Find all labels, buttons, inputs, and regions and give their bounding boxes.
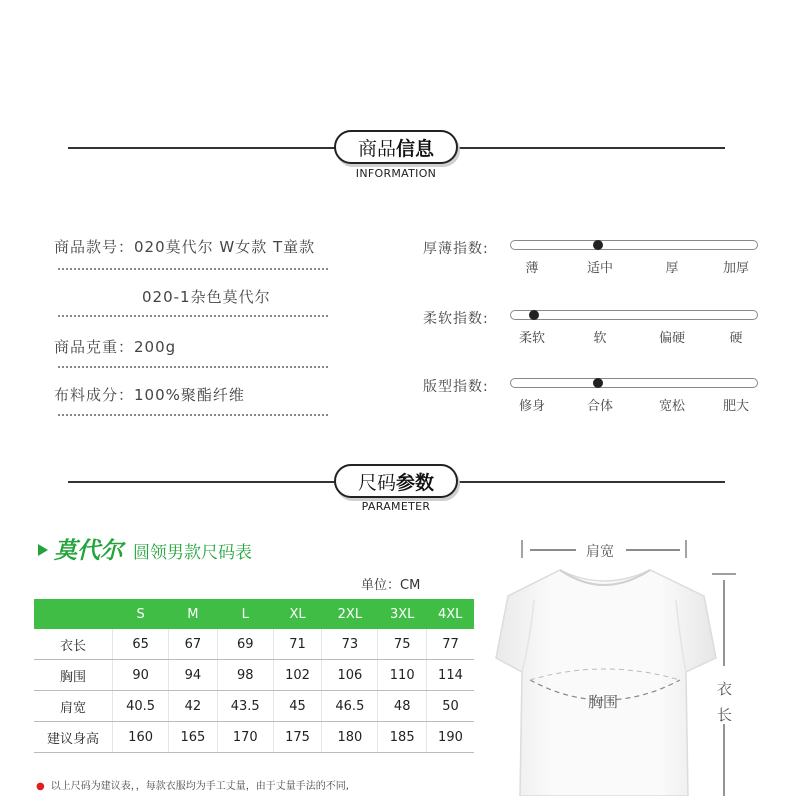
size-note [36, 777, 349, 792]
play-triangle-icon [38, 544, 48, 556]
size-value-cell: 42 [169, 691, 217, 722]
tshirt-shape [496, 570, 716, 796]
table-row [34, 629, 474, 660]
size-value-cell: 180 [322, 722, 378, 753]
size-value-cell: 77 [426, 629, 474, 660]
size-header-cell: 2XL [322, 599, 378, 629]
style-number: 商品款号：020莫代尔 W女款 T童款 [54, 238, 316, 256]
size-value-cell: 65 [113, 629, 169, 660]
size-value-cell: 175 [273, 722, 321, 753]
row-label-cell: 衣长 [34, 629, 113, 660]
size-value-cell: 185 [378, 722, 426, 753]
size-value-cell: 165 [169, 722, 217, 753]
size-value-cell: 190 [426, 722, 474, 753]
size-value-cell: 40.5 [113, 691, 169, 722]
shoulder-label: 肩宽 [586, 544, 614, 560]
size-header-cell: 4XL [426, 599, 474, 629]
size-value-cell: 170 [217, 722, 273, 753]
row-label-cell: 肩宽 [34, 691, 113, 722]
chest-label: 胸围 [588, 693, 619, 711]
size-header-cell: M [169, 599, 217, 629]
size-value-cell: 45 [273, 691, 321, 722]
info-title-light: 商品 [357, 137, 396, 160]
index-tick: 软 [593, 331, 607, 346]
index-track [510, 240, 758, 250]
row-label-cell: 胸围 [34, 660, 113, 691]
table-row [34, 722, 474, 753]
info-header-line-right [455, 147, 725, 149]
index-label: 版型指数: [423, 379, 489, 395]
index-tick: 薄 [525, 261, 539, 276]
index-track [510, 310, 758, 320]
index-knob [529, 310, 539, 320]
info-header-line-left [68, 147, 338, 149]
size-value-cell: 106 [322, 660, 378, 691]
size-chart-title-sub: 圆领男款尺码表 [133, 543, 252, 563]
size-header-cell: 3XL [378, 599, 426, 629]
index-tick: 适中 [586, 261, 614, 276]
row-label-cell: 建议身高 [34, 722, 113, 753]
index-tick: 肥大 [722, 399, 750, 414]
index-tick: 柔软 [518, 331, 546, 346]
size-table [34, 599, 474, 753]
size-chart-title-main: 莫代尔 [54, 538, 123, 564]
index-tick: 宽松 [658, 399, 686, 414]
index-knob [593, 240, 603, 250]
tshirt-diagram [490, 530, 790, 796]
index-tick: 硬 [729, 331, 743, 346]
size-value-cell: 110 [378, 660, 426, 691]
size-value-cell: 114 [426, 660, 474, 691]
divider [58, 268, 328, 270]
size-note-text: 以上尺码为建议表，，每款衣服均为手工丈量，由于丈量手法的不同, [50, 781, 349, 792]
size-chart-title [38, 532, 252, 565]
info-title-bold: 信息 [396, 137, 435, 160]
param-title-light: 尺码 [357, 471, 396, 494]
bullet-icon: ● [36, 781, 45, 792]
index-tick: 修身 [518, 399, 546, 414]
table-row [34, 691, 474, 722]
divider [58, 414, 328, 416]
unit-label: 单位：CM [361, 578, 421, 593]
size-value-cell: 48 [378, 691, 426, 722]
index-tick: 偏硬 [658, 331, 686, 346]
divider [58, 315, 328, 317]
product-weight: 商品克重：200g [54, 338, 177, 356]
info-section-subtitle: INFORMATION [355, 167, 437, 180]
size-header-cell: S [113, 599, 169, 629]
size-table-header [34, 599, 474, 629]
size-value-cell: 94 [169, 660, 217, 691]
info-section-title [334, 130, 458, 164]
fabric-composition: 布料成分：100%聚酯纤维 [54, 386, 245, 404]
param-title-bold: 参数 [396, 471, 435, 494]
size-value-cell: 102 [273, 660, 321, 691]
style-number-2: 020-1杂色莫代尔 [142, 288, 271, 306]
size-value-cell: 71 [273, 629, 321, 660]
index-track [510, 378, 758, 388]
index-tick: 厚 [665, 261, 679, 276]
size-header-cell [34, 599, 113, 629]
size-value-cell: 69 [217, 629, 273, 660]
size-value-cell: 67 [169, 629, 217, 660]
index-knob [593, 378, 603, 388]
param-header-line-right [455, 481, 725, 483]
index-label: 柔软指数: [423, 311, 489, 327]
size-value-cell: 160 [113, 722, 169, 753]
size-value-cell: 43.5 [217, 691, 273, 722]
size-header-cell: L [217, 599, 273, 629]
size-value-cell: 46.5 [322, 691, 378, 722]
divider [58, 366, 328, 368]
index-label: 厚薄指数: [423, 241, 489, 257]
index-tick: 合体 [586, 399, 614, 414]
size-value-cell: 90 [113, 660, 169, 691]
table-row [34, 660, 474, 691]
param-header-line-left [68, 481, 338, 483]
param-section-subtitle: PARAMETER [361, 500, 431, 513]
index-tick: 加厚 [722, 261, 750, 276]
size-value-cell: 75 [378, 629, 426, 660]
size-value-cell: 98 [217, 660, 273, 691]
size-value-cell: 73 [322, 629, 378, 660]
size-value-cell: 50 [426, 691, 474, 722]
size-header-cell: XL [273, 599, 321, 629]
length-label: 衣长 [717, 680, 733, 724]
param-section-title [334, 464, 458, 498]
